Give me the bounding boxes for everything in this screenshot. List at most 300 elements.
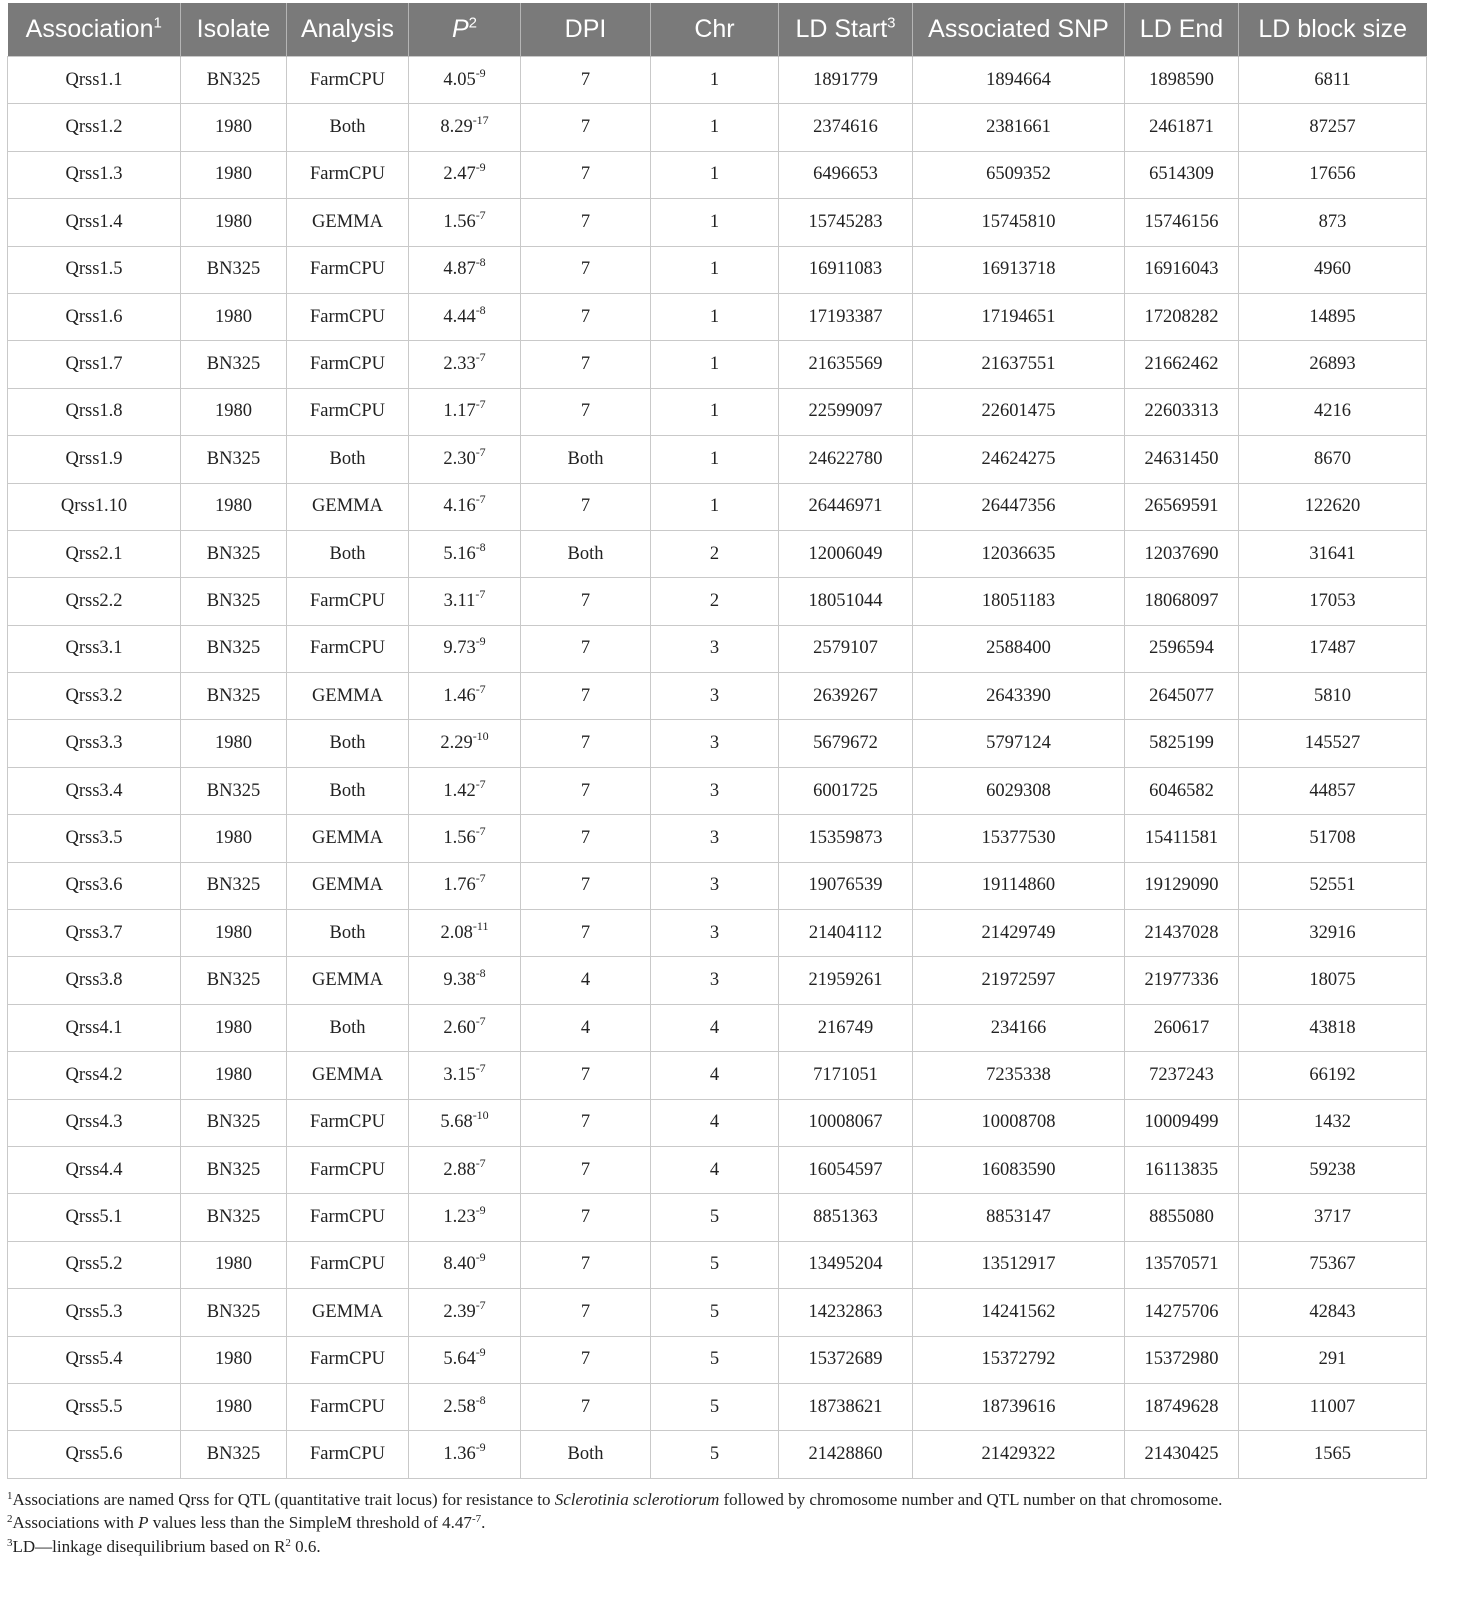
p-value-base: 2.39	[443, 1301, 476, 1322]
table-container	[7, 3, 1453, 1558]
dpi-cell: Both	[521, 530, 651, 577]
ld-block-size-cell: 87257	[1239, 104, 1427, 151]
p-value-base: 4.87	[443, 259, 476, 280]
ld-end-cell: 21437028	[1125, 910, 1239, 957]
ld-end-cell: 2645077	[1125, 673, 1239, 720]
associated-snp-cell: 2588400	[913, 625, 1125, 672]
ld-start-cell: 21635569	[779, 341, 913, 388]
association-cell: Qrss1.10	[8, 483, 181, 530]
isolate-cell: BN325	[181, 1289, 287, 1336]
dpi-cell: 4	[521, 1004, 651, 1051]
isolate-cell: BN325	[181, 1194, 287, 1241]
p-value-base: 1.46	[443, 685, 476, 706]
table-row	[8, 341, 1427, 388]
ld-end-cell: 15411581	[1125, 815, 1239, 862]
column-header-footnote-mark: 2	[468, 14, 478, 32]
analysis-cell: FarmCPU	[287, 1336, 409, 1383]
p-value-cell	[409, 1052, 521, 1099]
column-header	[1125, 3, 1239, 57]
p-value-exponent: -8	[475, 255, 486, 270]
isolate-cell: 1980	[181, 483, 287, 530]
ld-block-size-cell: 17487	[1239, 625, 1427, 672]
table-row	[8, 530, 1427, 577]
p-value-exponent: -7	[475, 350, 486, 365]
chr-cell: 2	[651, 530, 779, 577]
ld-block-size-cell: 31641	[1239, 530, 1427, 577]
isolate-cell: 1980	[181, 910, 287, 957]
p-value-base: 1.56	[443, 827, 476, 848]
dpi-cell: 7	[521, 910, 651, 957]
p-value-cell	[409, 815, 521, 862]
table-row	[8, 1004, 1427, 1051]
p-value-exponent: -7	[475, 444, 486, 459]
column-header	[651, 3, 779, 57]
table-row	[8, 1099, 1427, 1146]
ld-start-cell: 5679672	[779, 720, 913, 767]
column-header	[8, 3, 181, 57]
analysis-cell: FarmCPU	[287, 293, 409, 340]
ld-start-cell: 6001725	[779, 767, 913, 814]
p-value-base: 9.38	[443, 970, 476, 991]
analysis-cell: FarmCPU	[287, 578, 409, 625]
ld-block-size-cell: 42843	[1239, 1289, 1427, 1336]
chr-cell: 1	[651, 341, 779, 388]
ld-start-cell: 21404112	[779, 910, 913, 957]
table-row	[8, 910, 1427, 957]
column-header	[913, 3, 1125, 57]
association-cell: Qrss3.1	[8, 625, 181, 672]
ld-start-cell: 16911083	[779, 246, 913, 293]
associated-snp-cell: 5797124	[913, 720, 1125, 767]
ld-start-cell: 19076539	[779, 862, 913, 909]
column-header	[287, 3, 409, 57]
chr-cell: 5	[651, 1289, 779, 1336]
association-cell: Qrss5.1	[8, 1194, 181, 1241]
ld-start-cell: 1891779	[779, 57, 913, 104]
association-cell: Qrss1.1	[8, 57, 181, 104]
p-value-base: 4.05	[443, 69, 476, 90]
p-value-exponent: -9	[475, 1250, 486, 1265]
ld-end-cell: 10009499	[1125, 1099, 1239, 1146]
association-cell: Qrss5.6	[8, 1431, 181, 1478]
footnote-text: LD—linkage disequilibrium based on R	[12, 1536, 286, 1556]
dpi-cell: 7	[521, 578, 651, 625]
isolate-cell: BN325	[181, 1431, 287, 1478]
ld-end-cell: 13570571	[1125, 1241, 1239, 1288]
dpi-cell: 7	[521, 1146, 651, 1193]
analysis-cell: FarmCPU	[287, 1194, 409, 1241]
associated-snp-cell: 2381661	[913, 104, 1125, 151]
ld-block-size-cell: 26893	[1239, 341, 1427, 388]
isolate-cell: BN325	[181, 767, 287, 814]
footnote-italic-text: Sclerotinia sclerotiorum	[554, 1489, 720, 1509]
column-header-footnote-mark: 1	[153, 14, 162, 32]
association-cell: Qrss3.2	[8, 673, 181, 720]
p-value-exponent: -7	[475, 397, 486, 412]
ld-block-size-cell: 43818	[1239, 1004, 1427, 1051]
analysis-cell: GEMMA	[287, 815, 409, 862]
associated-snp-cell: 21637551	[913, 341, 1125, 388]
association-cell: Qrss2.2	[8, 578, 181, 625]
analysis-cell: FarmCPU	[287, 151, 409, 198]
ld-block-size-cell: 291	[1239, 1336, 1427, 1383]
p-value-base: 2.30	[443, 448, 476, 469]
chr-cell: 5	[651, 1336, 779, 1383]
association-cell: Qrss1.5	[8, 246, 181, 293]
ld-end-cell: 6046582	[1125, 767, 1239, 814]
ld-end-cell: 17208282	[1125, 293, 1239, 340]
p-value-cell	[409, 673, 521, 720]
ld-start-cell: 22599097	[779, 388, 913, 435]
chr-cell: 4	[651, 1052, 779, 1099]
ld-block-size-cell: 4960	[1239, 246, 1427, 293]
table-row	[8, 151, 1427, 198]
association-cell: Qrss3.4	[8, 767, 181, 814]
dpi-cell: 7	[521, 483, 651, 530]
table-row	[8, 1336, 1427, 1383]
ld-block-size-cell: 17656	[1239, 151, 1427, 198]
column-header-label: Analysis	[300, 15, 395, 43]
ld-end-cell: 2461871	[1125, 104, 1239, 151]
association-cell: Qrss1.8	[8, 388, 181, 435]
dpi-cell: 7	[521, 625, 651, 672]
association-cell: Qrss3.8	[8, 957, 181, 1004]
ld-block-size-cell: 18075	[1239, 957, 1427, 1004]
associated-snp-cell: 6029308	[913, 767, 1125, 814]
qtl-association-table	[7, 3, 1427, 1479]
analysis-cell: FarmCPU	[287, 1146, 409, 1193]
chr-cell: 1	[651, 104, 779, 151]
column-header-label: Chr	[694, 15, 735, 43]
p-value-cell	[409, 910, 521, 957]
ld-start-cell: 13495204	[779, 1241, 913, 1288]
table-row	[8, 388, 1427, 435]
p-value-cell	[409, 578, 521, 625]
p-value-cell	[409, 1099, 521, 1146]
analysis-cell: Both	[287, 1004, 409, 1051]
associated-snp-cell: 21972597	[913, 957, 1125, 1004]
table-row	[8, 199, 1427, 246]
ld-end-cell: 26569591	[1125, 483, 1239, 530]
association-cell: Qrss3.3	[8, 720, 181, 767]
association-cell: Qrss3.5	[8, 815, 181, 862]
analysis-cell: FarmCPU	[287, 341, 409, 388]
p-value-exponent: -10	[472, 729, 489, 744]
ld-block-size-cell: 75367	[1239, 1241, 1427, 1288]
table-row	[8, 57, 1427, 104]
p-value-cell	[409, 1383, 521, 1430]
dpi-cell: 7	[521, 862, 651, 909]
isolate-cell: BN325	[181, 862, 287, 909]
ld-end-cell: 6514309	[1125, 151, 1239, 198]
chr-cell: 3	[651, 767, 779, 814]
isolate-cell: BN325	[181, 673, 287, 720]
chr-cell: 2	[651, 578, 779, 625]
dpi-cell: 7	[521, 199, 651, 246]
ld-block-size-cell: 1565	[1239, 1431, 1427, 1478]
p-value-base: 2.58	[443, 1396, 476, 1417]
dpi-cell: 7	[521, 1099, 651, 1146]
p-value-base: 8.29	[440, 117, 473, 138]
ld-block-size-cell: 11007	[1239, 1383, 1427, 1430]
chr-cell: 4	[651, 1099, 779, 1146]
p-value-cell	[409, 1146, 521, 1193]
p-value-base: 3.11	[443, 590, 476, 611]
footnote-3	[7, 1535, 1453, 1559]
chr-cell: 1	[651, 151, 779, 198]
column-header-label: LD block size	[1258, 15, 1408, 43]
analysis-cell: GEMMA	[287, 483, 409, 530]
ld-block-size-cell: 1432	[1239, 1099, 1427, 1146]
ld-block-size-cell: 52551	[1239, 862, 1427, 909]
table-row	[8, 483, 1427, 530]
dpi-cell: 7	[521, 151, 651, 198]
chr-cell: 1	[651, 57, 779, 104]
ld-block-size-cell: 122620	[1239, 483, 1427, 530]
column-header-label: LD Start	[795, 15, 888, 43]
chr-cell: 1	[651, 246, 779, 293]
ld-block-size-cell: 59238	[1239, 1146, 1427, 1193]
association-cell: Qrss1.6	[8, 293, 181, 340]
ld-block-size-cell: 14895	[1239, 293, 1427, 340]
ld-start-cell: 2579107	[779, 625, 913, 672]
p-value-base: 5.68	[440, 1112, 473, 1133]
p-value-cell	[409, 957, 521, 1004]
analysis-cell: Both	[287, 104, 409, 151]
chr-cell: 1	[651, 293, 779, 340]
ld-end-cell: 5825199	[1125, 720, 1239, 767]
associated-snp-cell: 15377530	[913, 815, 1125, 862]
ld-block-size-cell: 6811	[1239, 57, 1427, 104]
ld-start-cell: 12006049	[779, 530, 913, 577]
p-value-exponent: -9	[475, 634, 486, 649]
p-value-cell	[409, 483, 521, 530]
ld-block-size-cell: 32916	[1239, 910, 1427, 957]
ld-start-cell: 2639267	[779, 673, 913, 720]
table-row	[8, 1289, 1427, 1336]
ld-start-cell: 8851363	[779, 1194, 913, 1241]
dpi-cell: Both	[521, 436, 651, 483]
isolate-cell: BN325	[181, 246, 287, 293]
ld-start-cell: 10008067	[779, 1099, 913, 1146]
p-value-exponent: -8	[475, 966, 486, 981]
analysis-cell: FarmCPU	[287, 246, 409, 293]
table-row	[8, 1383, 1427, 1430]
p-value-exponent: -7	[475, 871, 486, 886]
association-cell: Qrss4.3	[8, 1099, 181, 1146]
analysis-cell: Both	[287, 530, 409, 577]
table-row	[8, 625, 1427, 672]
p-value-cell	[409, 1336, 521, 1383]
analysis-cell: FarmCPU	[287, 625, 409, 672]
analysis-cell: FarmCPU	[287, 1241, 409, 1288]
ld-block-size-cell: 51708	[1239, 815, 1427, 862]
table-row	[8, 1146, 1427, 1193]
ld-start-cell: 6496653	[779, 151, 913, 198]
ld-end-cell: 19129090	[1125, 862, 1239, 909]
p-value-base: 2.60	[443, 1017, 476, 1038]
chr-cell: 5	[651, 1383, 779, 1430]
ld-end-cell: 21977336	[1125, 957, 1239, 1004]
chr-cell: 5	[651, 1431, 779, 1478]
association-cell: Qrss1.3	[8, 151, 181, 198]
associated-snp-cell: 16083590	[913, 1146, 1125, 1193]
column-header	[521, 3, 651, 57]
chr-cell: 3	[651, 910, 779, 957]
association-cell: Qrss1.9	[8, 436, 181, 483]
analysis-cell: Both	[287, 910, 409, 957]
isolate-cell: BN325	[181, 578, 287, 625]
chr-cell: 4	[651, 1004, 779, 1051]
chr-cell: 3	[651, 673, 779, 720]
table-row	[8, 436, 1427, 483]
isolate-cell: BN325	[181, 57, 287, 104]
column-header-label: Associated SNP	[928, 15, 1109, 43]
analysis-cell: Both	[287, 720, 409, 767]
isolate-cell: 1980	[181, 199, 287, 246]
associated-snp-cell: 24624275	[913, 436, 1125, 483]
analysis-cell: FarmCPU	[287, 1383, 409, 1430]
column-header	[181, 3, 287, 57]
footnote-text: Associations with	[12, 1513, 139, 1533]
ld-end-cell: 15746156	[1125, 199, 1239, 246]
table-row	[8, 862, 1427, 909]
ld-start-cell: 18051044	[779, 578, 913, 625]
association-cell: Qrss1.7	[8, 341, 181, 388]
associated-snp-cell: 22601475	[913, 388, 1125, 435]
table-row	[8, 673, 1427, 720]
association-cell: Qrss5.2	[8, 1241, 181, 1288]
analysis-cell: Both	[287, 436, 409, 483]
ld-block-size-cell: 145527	[1239, 720, 1427, 767]
column-header-label: LD End	[1139, 15, 1224, 43]
p-value-base: 4.44	[443, 306, 476, 327]
isolate-cell: BN325	[181, 1146, 287, 1193]
dpi-cell: 7	[521, 293, 651, 340]
ld-end-cell: 24631450	[1125, 436, 1239, 483]
associated-snp-cell: 13512917	[913, 1241, 1125, 1288]
p-value-exponent: -8	[475, 302, 486, 317]
ld-start-cell: 7171051	[779, 1052, 913, 1099]
p-value-base: 5.64	[443, 1349, 476, 1370]
ld-start-cell: 15745283	[779, 199, 913, 246]
ld-end-cell: 1898590	[1125, 57, 1239, 104]
ld-start-cell: 15372689	[779, 1336, 913, 1383]
analysis-cell: GEMMA	[287, 673, 409, 720]
p-value-base: 3.15	[443, 1064, 476, 1085]
p-value-base: 2.88	[443, 1159, 476, 1180]
ld-block-size-cell: 8670	[1239, 436, 1427, 483]
p-value-exponent: -11	[472, 918, 489, 933]
p-value-base: 9.73	[443, 638, 476, 659]
ld-end-cell: 15372980	[1125, 1336, 1239, 1383]
ld-end-cell: 16916043	[1125, 246, 1239, 293]
chr-cell: 3	[651, 815, 779, 862]
p-value-exponent: -9	[475, 1440, 486, 1455]
associated-snp-cell: 8853147	[913, 1194, 1125, 1241]
footnote-text: values less than the SimpleM threshold of 4.47	[148, 1513, 472, 1533]
p-value-cell	[409, 104, 521, 151]
dpi-cell: 7	[521, 1194, 651, 1241]
association-cell: Qrss4.4	[8, 1146, 181, 1193]
p-value-base: 2.08	[440, 922, 473, 943]
associated-snp-cell: 14241562	[913, 1289, 1125, 1336]
p-value-cell	[409, 57, 521, 104]
p-value-exponent: -8	[475, 1392, 486, 1407]
chr-cell: 3	[651, 957, 779, 1004]
analysis-cell: GEMMA	[287, 199, 409, 246]
p-value-base: 2.33	[443, 354, 476, 375]
chr-cell: 1	[651, 199, 779, 246]
isolate-cell: 1980	[181, 720, 287, 767]
isolate-cell: BN325	[181, 530, 287, 577]
ld-end-cell: 12037690	[1125, 530, 1239, 577]
analysis-cell: FarmCPU	[287, 57, 409, 104]
p-value-cell	[409, 151, 521, 198]
footnote-mark: 2	[7, 1513, 13, 1526]
p-value-base: 1.23	[443, 1207, 476, 1228]
column-header-label: Isolate	[196, 15, 271, 43]
p-value-base: 8.40	[443, 1254, 476, 1275]
p-value-base: 5.16	[443, 543, 476, 564]
ld-start-cell: 21428860	[779, 1431, 913, 1478]
association-cell: Qrss5.5	[8, 1383, 181, 1430]
footnote-text: .	[481, 1513, 486, 1533]
header-row	[8, 3, 1427, 57]
associated-snp-cell: 234166	[913, 1004, 1125, 1051]
dpi-cell: 7	[521, 388, 651, 435]
dpi-cell: 7	[521, 104, 651, 151]
p-value-exponent: -8	[475, 539, 486, 554]
analysis-cell: FarmCPU	[287, 1431, 409, 1478]
association-cell: Qrss3.7	[8, 910, 181, 957]
footnote-2	[7, 1511, 1453, 1535]
p-value-exponent: -9	[475, 1345, 486, 1360]
p-value-exponent: -9	[475, 1203, 486, 1218]
p-value-cell	[409, 341, 521, 388]
associated-snp-cell: 18051183	[913, 578, 1125, 625]
p-value-exponent: -7	[475, 823, 486, 838]
table-row	[8, 1052, 1427, 1099]
footnote-exponent: -7	[471, 1513, 482, 1526]
ld-block-size-cell: 17053	[1239, 578, 1427, 625]
p-value-cell	[409, 1241, 521, 1288]
p-value-cell	[409, 436, 521, 483]
associated-snp-cell: 16913718	[913, 246, 1125, 293]
chr-cell: 1	[651, 483, 779, 530]
isolate-cell: 1980	[181, 1052, 287, 1099]
isolate-cell: 1980	[181, 1241, 287, 1288]
ld-block-size-cell: 5810	[1239, 673, 1427, 720]
ld-start-cell: 14232863	[779, 1289, 913, 1336]
p-value-cell	[409, 199, 521, 246]
chr-cell: 5	[651, 1194, 779, 1241]
p-value-cell	[409, 530, 521, 577]
isolate-cell: 1980	[181, 293, 287, 340]
p-value-exponent: -7	[475, 1297, 486, 1312]
table-body	[8, 57, 1427, 1479]
ld-end-cell: 14275706	[1125, 1289, 1239, 1336]
isolate-cell: 1980	[181, 1004, 287, 1051]
associated-snp-cell: 21429749	[913, 910, 1125, 957]
dpi-cell: 7	[521, 720, 651, 767]
associated-snp-cell: 2643390	[913, 673, 1125, 720]
isolate-cell: BN325	[181, 1099, 287, 1146]
isolate-cell: 1980	[181, 104, 287, 151]
association-cell: Qrss3.6	[8, 862, 181, 909]
p-value-cell	[409, 625, 521, 672]
dpi-cell: 7	[521, 341, 651, 388]
